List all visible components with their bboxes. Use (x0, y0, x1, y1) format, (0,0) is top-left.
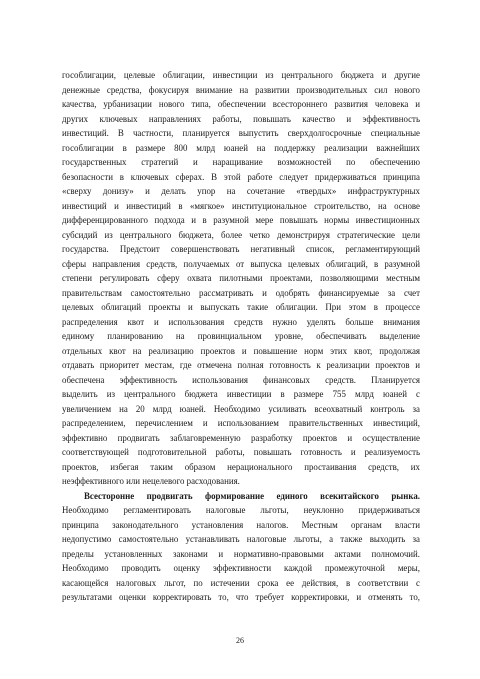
text-line: отдельных квот на реализацию проектов и повышение норм этих квот, продолжая (62, 345, 420, 356)
text-line: отдавать приоритет местам, где отмечена полная готовность к реализации проектов и (62, 360, 420, 370)
text-line: принципа законодательного установления налогов. Местным органам власти (62, 519, 420, 530)
section-heading-line (62, 489, 420, 504)
text-line: касающейся налоговых льгот, по истечении срока ее действия, в соответствии с (62, 577, 420, 588)
text-line: других ключевых направлениях работы, повышать качество и эффективность (62, 113, 420, 124)
text-line: соответствующей подготовительной работы, повышать готовность и реализуемость (62, 447, 420, 457)
text-line: денежные средства, фокусируя внимание на развитии производительных сил нового (62, 84, 420, 95)
text-line: качества, урбанизации нового типа, обеспечении всестороннего развития человека и (62, 99, 420, 109)
text-line: дифференцированного подхода и в разумной мере повышать нормы инвестиционных (62, 215, 420, 225)
text-line: неэффективного или нецелевого расходования. (62, 476, 240, 486)
text-line: степени регулировать сферу охвата пилотными проектами, позволяющими местным (62, 273, 420, 283)
text-line: проектов, избегая таким образом нерационального простаивания средств, их (62, 461, 420, 472)
text-line: единому планированию на провинциальном уровне, обеспечивать выделение (62, 331, 420, 341)
text-line: недопустимо самостоятельно устанавливать налоговые льготы, а также выходить за (62, 534, 420, 544)
text-line: увеличением на 20 млрд юаней. Необходимо усиливать всеохватный контроль за (62, 403, 420, 414)
text-line: Необходимо регламентировать налоговые льготы, неуклонно придерживаться (62, 505, 420, 515)
text-line: Необходимо проводить оценку эффективности каждой промежуточной меры, (62, 563, 420, 573)
text-line: гособлигации в размере 800 млрд юаней на поддержку реализации важнейших (62, 142, 420, 153)
section-heading: Всесторонне продвигать формирование единого всекитайского рынка. (84, 490, 420, 501)
text-line: выделить из центрального бюджета инвестиции в размере 755 млрд юаней с (62, 389, 420, 399)
text-line: целевых облигаций проекты и выпускать такие облигации. При этом в процессе (62, 302, 420, 312)
text-line: государственных стратегий и наращивание возможностей по обеспечению (62, 157, 420, 167)
text-line: «сверху донизу» и делать упор на сочетание «твердых» инфраструктурных (62, 186, 420, 196)
text-line: безопасности в ключевых сферах. В этой работе следует придерживаться принципа (62, 171, 420, 182)
text-line: распределения квот и использования средств нужно уделять больше внимания (62, 316, 420, 327)
body-text (62, 68, 420, 605)
text-line: инвестиций и инвестиций в «мягкое» институциональное строительство, на основе (62, 200, 420, 211)
text-line: результатами оценки корректировать то, что требует корректировки, и отменять то, (62, 592, 420, 602)
text-line: обеспечена эффективность использования финансовых средств. Планируется (62, 374, 420, 385)
text-line: правительствам самостоятельно рассматривать и одобрять финансируемые за счет (62, 287, 420, 298)
text-line: пределы установленных законами и нормативно-правовыми актами полномочий. (62, 548, 420, 559)
text-line: инвестиций. В частности, планируется выпустить сверхдолгосрочные специальные (62, 128, 420, 138)
text-line: субсидий из центрального бюджета, более четко демонстрируя стратегические цели (62, 229, 420, 240)
text-line: эффективно продвигать заблаговременную разработку проектов и осуществление (62, 432, 420, 443)
text-line: государства. Предстоит совершенствовать негативный список, регламентирующий (62, 244, 420, 254)
text-line: сферы направления средств, получаемых от выпуска целевых облигаций, в разумной (62, 258, 420, 269)
text-line: гособлигации, целевые облигации, инвестиции из центрального бюджета и другие (62, 70, 420, 80)
text-line: распределением, перечислением и использованием правительственных инвестиций, (62, 418, 420, 428)
page-number: 26 (236, 636, 244, 645)
